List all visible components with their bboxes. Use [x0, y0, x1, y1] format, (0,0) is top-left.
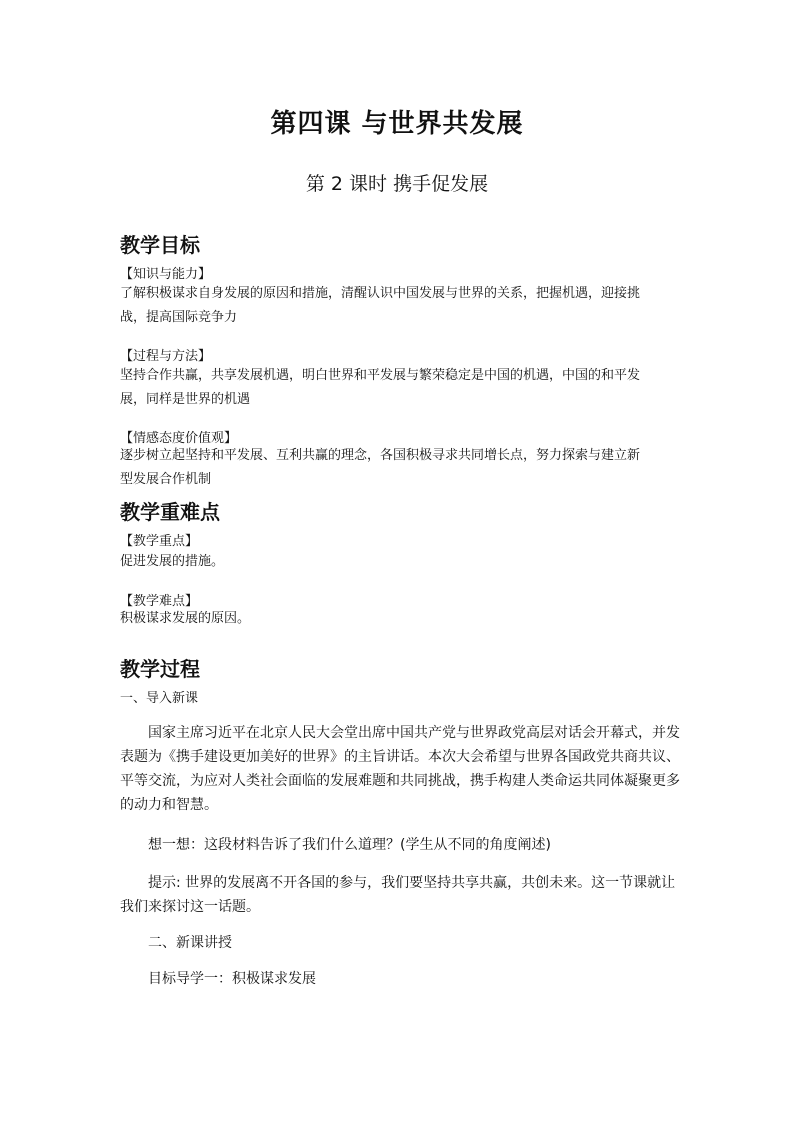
page-subtitle: 第 2 课时 携手促发展	[305, 173, 489, 195]
knowledge-label: 【知识与能力】	[120, 267, 212, 282]
intro-title: 一、导入新课	[120, 691, 199, 706]
process-line-1: 坚持合作共赢，共享发展机遇，明白世界和平发展与繁荣稳定是中国的机遇，中国的和平发	[120, 368, 641, 383]
focus-text: 促进发展的措施。	[120, 554, 225, 569]
process-heading: 教学过程	[120, 657, 200, 681]
new-lesson-title: 二、新课讲授	[148, 935, 232, 951]
target-one-title: 目标导学一：积极谋求发展	[148, 971, 316, 987]
objectives-heading: 教学目标	[120, 233, 200, 257]
intro-paragraph: 国家主席习近平在北京人民大会堂出席中国共产党与世界政党高层对话会开幕式，并发表题为《携手建设更加美好的世界》的主旨讲话。本次大会希望与世界各国政党共商共议、平等交流，为应对人类社会面临的发展难题和共同挑战，携手构建人类命运共同体凝聚更多的动力和智慧。	[120, 725, 680, 813]
think-question: 想一想：这段材料告诉了我们什么道理？(学生从不同的角度阐述)	[148, 837, 551, 853]
difficulty-text: 积极谋求发展的原因。	[120, 611, 251, 626]
difficulty-label: 【教学难点】	[120, 594, 199, 609]
hint-paragraph: 提示: 世界的发展离不开各国的参与，我们要坚持共享共赢，共创未来。这一节课就让我们来探讨这一话题。	[120, 875, 676, 915]
key-points-heading: 教学重难点	[120, 500, 220, 524]
attitude-label: 【情感态度价值观】	[120, 431, 238, 446]
attitude-line-2: 型发展合作机制	[120, 472, 212, 487]
process-line-2: 展，同样是世界的机遇	[120, 392, 251, 407]
focus-label: 【教学重点】	[120, 534, 199, 549]
knowledge-line-2: 战，提高国际竞争力	[120, 310, 238, 325]
attitude-line-1: 逐步树立起坚持和平发展、互利共赢的理念，各国积极寻求共同增长点，努力探索与建立新	[120, 448, 641, 463]
page-title: 第四课 与世界共发展	[270, 109, 524, 139]
process-label: 【过程与方法】	[120, 349, 212, 364]
knowledge-line-1: 了解积极谋求自身发展的原因和措施，清醒认识中国发展与世界的关系，把握机遇，迎接挑	[120, 286, 641, 301]
